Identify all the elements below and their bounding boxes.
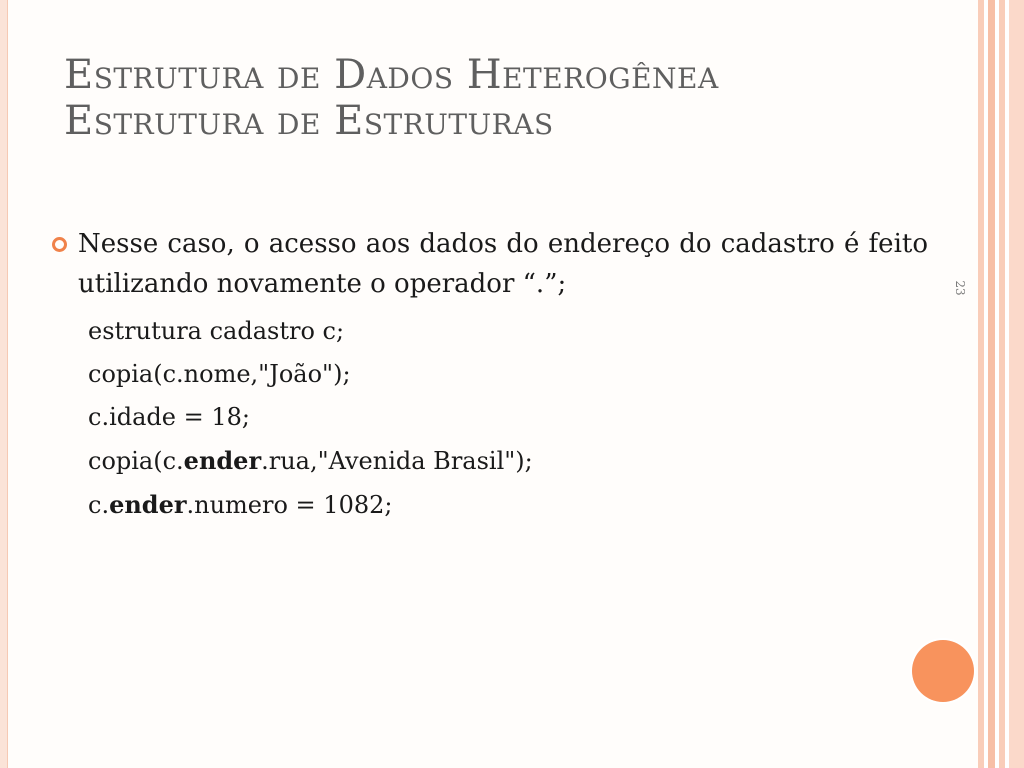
code-text: .numero = 1082;: [186, 491, 393, 519]
code-block: [48, 310, 928, 527]
decorative-stripe: [988, 0, 995, 768]
code-text: c.: [88, 491, 110, 519]
code-line: c.idade = 18;: [88, 403, 250, 431]
left-border: [0, 0, 8, 768]
code-line: [88, 483, 928, 527]
code-text: .rua,"Avenida Brasil");: [261, 447, 533, 475]
slide-title: [64, 52, 944, 144]
slide-body: [48, 224, 928, 527]
slide-title-line-2: Estrutura de Estruturas: [64, 98, 554, 144]
code-line: [88, 439, 928, 483]
decorative-circle: [912, 640, 974, 702]
code-text: copia(c.: [88, 447, 184, 475]
decorative-stripe: [1009, 0, 1024, 768]
bullet-text: Nesse caso, o acesso aos dados do endereço do cadastro é feito utilizando novamente o operador “.”;: [78, 229, 928, 299]
code-line: estrutura cadastro c;: [88, 317, 345, 345]
code-bold-text: ender: [183, 446, 262, 475]
hollow-circle-bullet-icon: [52, 237, 67, 252]
code-line: copia(c.nome,"João");: [88, 360, 351, 388]
slide-title-line-1: Estrutura de Dados Heterogênea: [64, 52, 719, 98]
code-bold-text: ender: [109, 490, 187, 519]
bullet-item: [48, 224, 928, 304]
slide-number: 23: [953, 280, 967, 296]
